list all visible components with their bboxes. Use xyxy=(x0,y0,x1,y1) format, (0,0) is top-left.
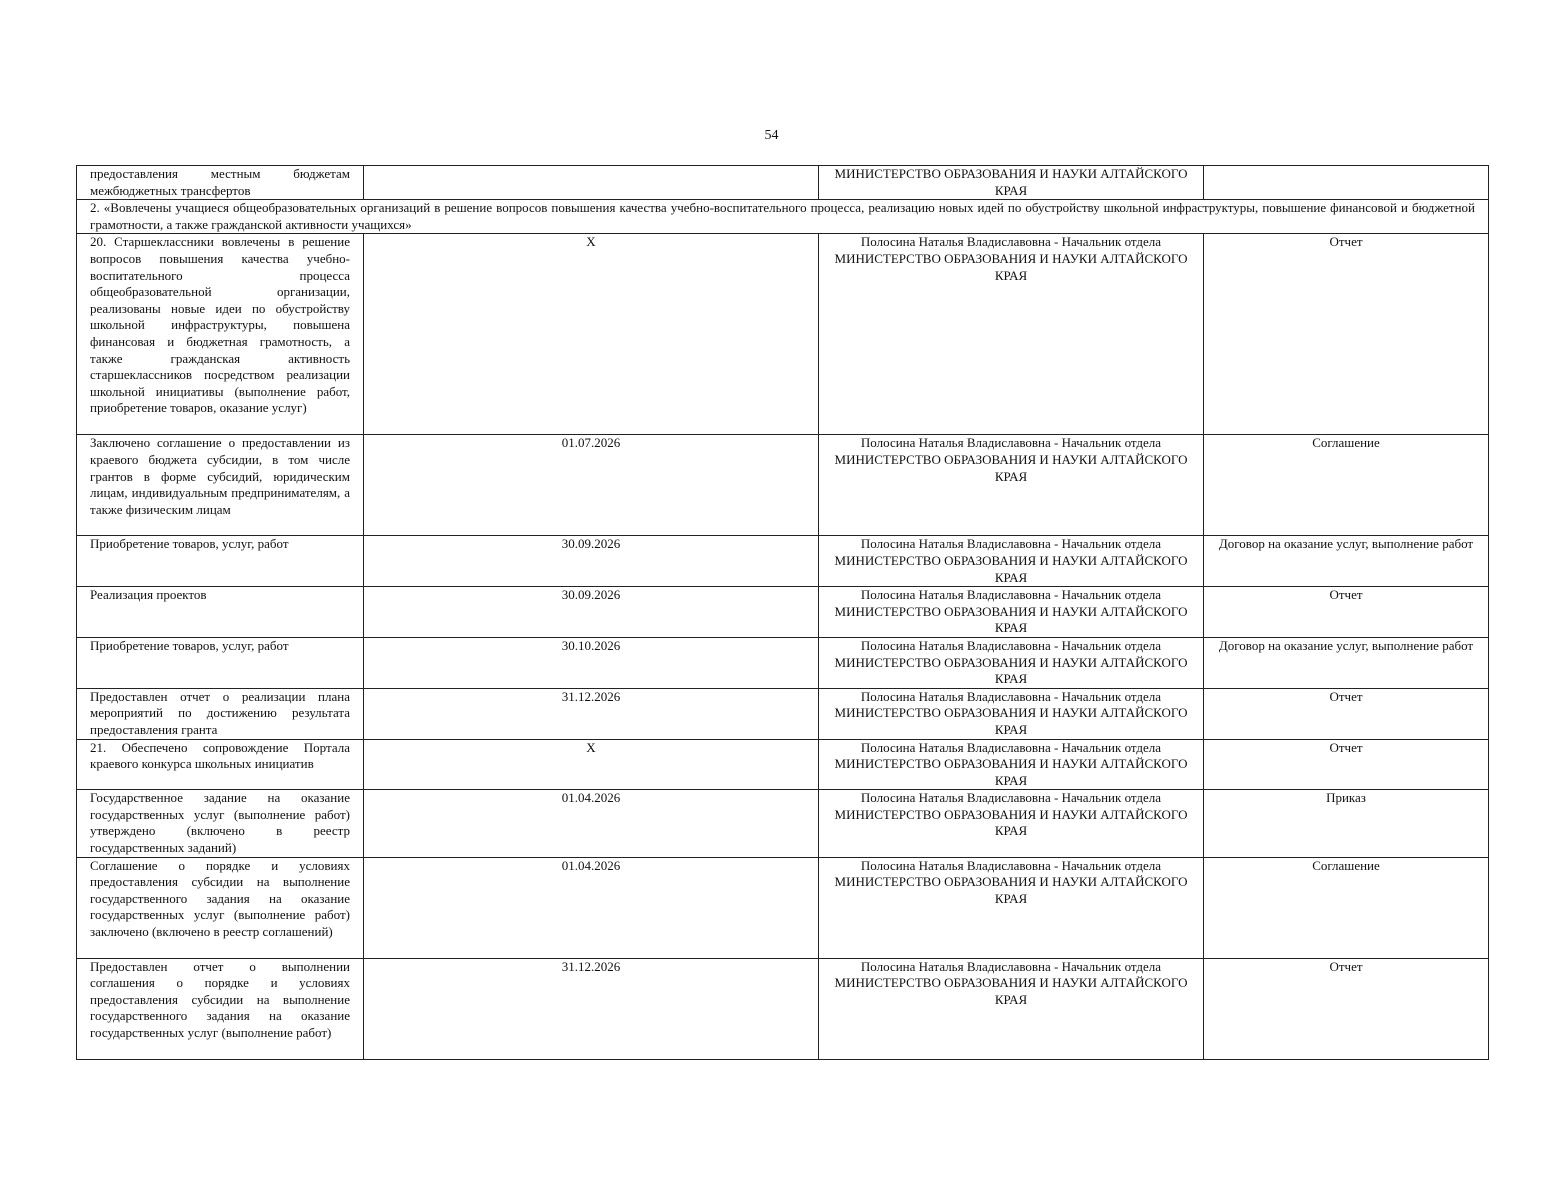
table-row xyxy=(77,790,1489,857)
table-row xyxy=(77,234,1489,435)
responsible-cell xyxy=(819,435,1204,536)
date-cell: 30.09.2026 xyxy=(364,587,819,638)
section-heading-row xyxy=(77,200,1489,234)
document-cell xyxy=(1204,166,1489,200)
responsible-cell xyxy=(819,857,1204,958)
responsible-cell xyxy=(819,688,1204,739)
responsible-name: Полосина Наталья Владиславовна - Начальник отдела xyxy=(860,688,1162,704)
responsible-name: Полосина Наталья Владиславовна - Начальник отдела xyxy=(860,587,1162,603)
event-cell: Заключено соглашение о предоставлении из краевого бюджета субсидии, в том числе грантов в форме субсидий, юридическим лицам, индивидуальным предпринимателям, а также физическим лицам xyxy=(77,435,364,536)
date-cell: X xyxy=(364,234,819,435)
responsible-org: МИНИСТЕРСТВО ОБРАЗОВАНИЯ И НАУКИ АЛТАЙСКОГО КРАЯ xyxy=(834,451,1188,484)
responsible-org: МИНИСТЕРСТВО ОБРАЗОВАНИЯ И НАУКИ АЛТАЙСКОГО КРАЯ xyxy=(834,250,1188,283)
table-row xyxy=(77,166,1489,200)
date-cell: 01.04.2026 xyxy=(364,857,819,958)
responsible-name: Полосина Наталья Владиславовна - Начальник отдела xyxy=(860,435,1162,451)
responsible-cell xyxy=(819,587,1204,638)
document-cell: Отчет xyxy=(1204,739,1489,790)
table-row xyxy=(77,587,1489,638)
responsible-cell: МИНИСТЕРСТВО ОБРАЗОВАНИЯ И НАУКИ АЛТАЙСКОГО КРАЯ xyxy=(819,166,1204,200)
table-row xyxy=(77,637,1489,688)
date-cell: 01.04.2026 xyxy=(364,790,819,857)
responsible-cell xyxy=(819,637,1204,688)
responsible-cell xyxy=(819,958,1204,1059)
table-row xyxy=(77,688,1489,739)
event-cell: 21. Обеспечено сопровождение Портала краевого конкурса школьных инициатив xyxy=(77,739,364,790)
responsible-org: МИНИСТЕРСТВО ОБРАЗОВАНИЯ И НАУКИ АЛТАЙСКОГО КРАЯ xyxy=(834,975,1188,1007)
date-cell: 31.12.2026 xyxy=(364,688,819,739)
event-cell: Предоставлен отчет о реализации плана мероприятий по достижению результата предоставления гранта xyxy=(77,688,364,739)
responsible-org: МИНИСТЕРСТВО ОБРАЗОВАНИЯ И НАУКИ АЛТАЙСКОГО КРАЯ xyxy=(834,552,1188,585)
event-cell: 20. Старшеклассники вовлечены в решение вопросов повышения качества учебно-воспитательного процесса общеобразовательной организации, реализованы новые идеи по обустройству школьной инфраструктуры, повышена финансовая и бюджетная грамотность, а также гражданская активность старшеклассников посредством реализации школьной инициативы (выполнение работ, приобретение товаров, оказание услуг) xyxy=(77,234,364,435)
date-cell xyxy=(364,166,819,200)
event-cell: Соглашение о порядке и условиях предоставления субсидии на выполнение государственного задания на оказание государственных услуг (выполнение работ) заключено (включено в реестр соглашений) xyxy=(77,857,364,958)
responsible-name: Полосина Наталья Владиславовна - Начальник отдела xyxy=(860,739,1162,755)
responsible-cell xyxy=(819,790,1204,857)
table-row xyxy=(77,857,1489,958)
responsible-cell xyxy=(819,234,1204,435)
table-row xyxy=(77,435,1489,536)
responsible-org: МИНИСТЕРСТВО ОБРАЗОВАНИЯ И НАУКИ АЛТАЙСКОГО КРАЯ xyxy=(834,756,1188,788)
event-cell: Приобретение товаров, услуг, работ xyxy=(77,536,364,587)
responsible-cell xyxy=(819,739,1204,790)
table-row xyxy=(77,536,1489,587)
responsible-name: Полосина Наталья Владиславовна - Начальник отдела xyxy=(860,958,1162,974)
plan-table xyxy=(76,165,1489,1060)
responsible-name: Полосина Наталья Владиславовна - Начальник отдела xyxy=(860,234,1162,250)
event-cell: Государственное задание на оказание государственных услуг (выполнение работ) утверждено (включено в реестр государственных заданий) xyxy=(77,790,364,857)
date-cell: 30.10.2026 xyxy=(364,637,819,688)
document-cell: Отчет xyxy=(1204,587,1489,638)
responsible-name: Полосина Наталья Владиславовна - Начальник отдела xyxy=(860,857,1162,873)
responsible-org: МИНИСТЕРСТВО ОБРАЗОВАНИЯ И НАУКИ АЛТАЙСКОГО КРАЯ xyxy=(834,806,1188,839)
event-cell: Реализация проектов xyxy=(77,587,364,638)
event-cell: предоставления местным бюджетам межбюджетных трансфертов xyxy=(77,166,364,200)
responsible-org: МИНИСТЕРСТВО ОБРАЗОВАНИЯ И НАУКИ АЛТАЙСКОГО КРАЯ xyxy=(834,874,1188,906)
date-cell: X xyxy=(364,739,819,790)
responsible-org: МИНИСТЕРСТВО ОБРАЗОВАНИЯ И НАУКИ АЛТАЙСКОГО КРАЯ xyxy=(834,654,1188,687)
document-cell: Соглашение xyxy=(1204,435,1489,536)
responsible-cell xyxy=(819,536,1204,587)
document-cell: Соглашение xyxy=(1204,857,1489,958)
table-row xyxy=(77,739,1489,790)
section-heading: 2. «Вовлечены учащиеся общеобразовательных организаций в решение вопросов повышения качества учебно-воспитательного процесса, реализацию новых идей по обустройству школьной инфраструктуры, повышение финансовой и бюджетной грамотности, а также гражданской активности учащихся» xyxy=(77,200,1489,234)
responsible-org: МИНИСТЕРСТВО ОБРАЗОВАНИЯ И НАУКИ АЛТАЙСКОГО КРАЯ xyxy=(834,603,1188,636)
document-cell: Отчет xyxy=(1204,958,1489,1059)
document-cell: Отчет xyxy=(1204,234,1489,435)
document-cell: Приказ xyxy=(1204,790,1489,857)
table-row xyxy=(77,958,1489,1059)
responsible-org: МИНИСТЕРСТВО ОБРАЗОВАНИЯ И НАУКИ АЛТАЙСКОГО КРАЯ xyxy=(834,705,1188,737)
responsible-name: Полосина Наталья Владиславовна - Начальник отдела xyxy=(860,790,1162,806)
document-cell: Договор на оказание услуг, выполнение работ xyxy=(1204,637,1489,688)
responsible-name: Полосина Наталья Владиславовна - Начальник отдела xyxy=(860,536,1162,552)
date-cell: 31.12.2026 xyxy=(364,958,819,1059)
date-cell: 01.07.2026 xyxy=(364,435,819,536)
event-cell: Предоставлен отчет о выполнении соглашения о порядке и условиях предоставления субсидии на выполнение государственного задания на оказание государственных услуг (выполнение работ) xyxy=(77,958,364,1059)
date-cell: 30.09.2026 xyxy=(364,536,819,587)
page-number: 54 xyxy=(764,128,779,143)
responsible-name: Полосина Наталья Владиславовна - Начальник отдела xyxy=(860,637,1162,653)
document-cell: Отчет xyxy=(1204,688,1489,739)
event-cell: Приобретение товаров, услуг, работ xyxy=(77,637,364,688)
document-cell: Договор на оказание услуг, выполнение работ xyxy=(1204,536,1489,587)
